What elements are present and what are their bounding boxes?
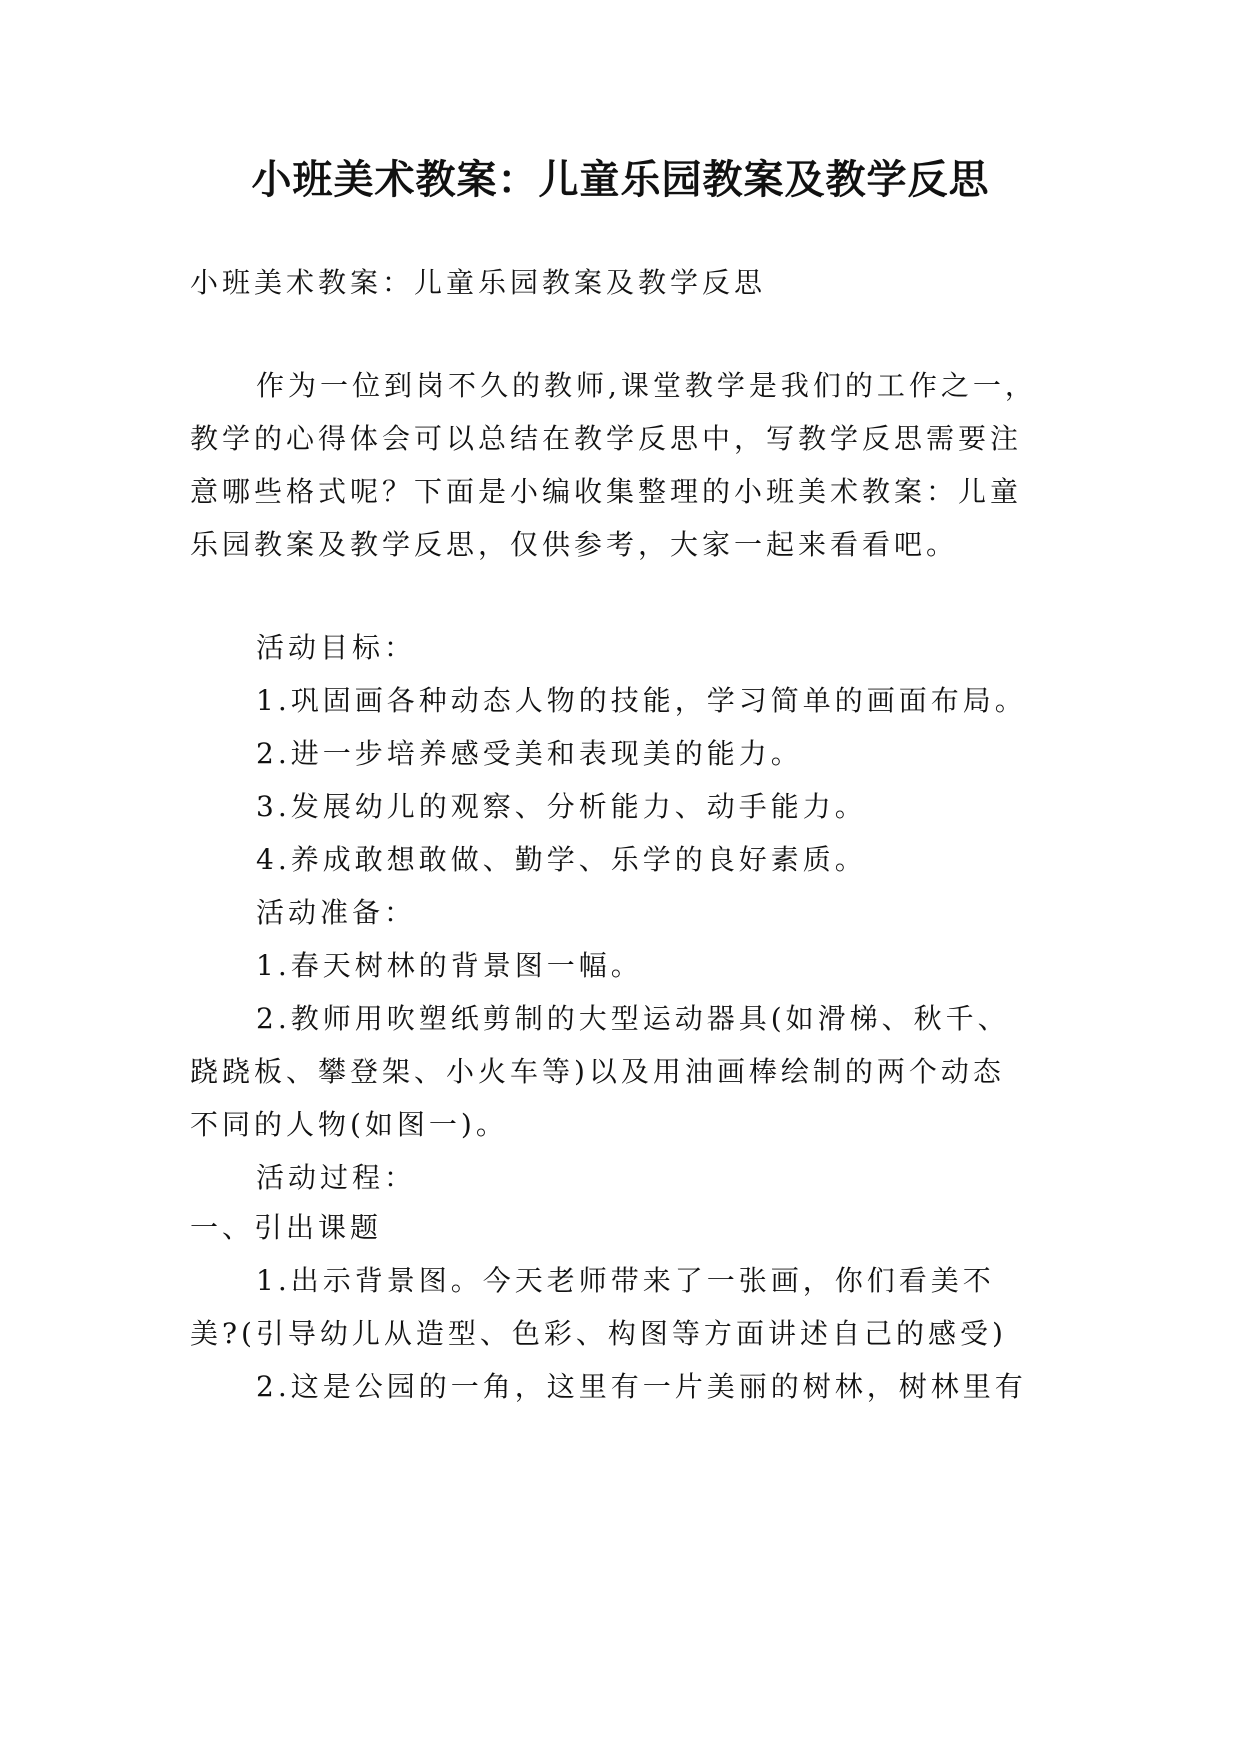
process-line: 美?(引导幼儿从造型、色彩、构图等方面讲述自己的感受) — [190, 1317, 1007, 1350]
intro-line: 意哪些格式呢？下面是小编收集整理的小班美术教案：儿童 — [190, 475, 1023, 508]
document-title: 小班美术教案：儿童乐园教案及教学反思 — [251, 157, 990, 203]
goal-item: 1.巩固画各种动态人物的技能，学习简单的画面布局。 — [256, 684, 1027, 717]
section-heading: 一、引出课题 — [190, 1211, 383, 1244]
intro-line: 乐园教案及教学反思，仅供参考，大家一起来看看吧。 — [190, 528, 959, 561]
process-heading: 活动过程： — [256, 1161, 417, 1194]
intro-line: 作为一位到岗不久的教师,课堂教学是我们的工作之一， — [256, 369, 1037, 402]
goal-item: 3.发展幼儿的观察、分析能力、动手能力。 — [256, 790, 867, 823]
prep-line: 跷跷板、攀登架、小火车等)以及用油画棒绘制的两个动态 — [190, 1055, 1005, 1088]
prep-line: 1.春天树林的背景图一幅。 — [256, 949, 643, 982]
goal-item: 2.进一步培养感受美和表现美的能力。 — [256, 737, 803, 770]
prep-line: 不同的人物(如图一)。 — [190, 1108, 508, 1141]
prep-line: 2.教师用吹塑纸剪制的大型运动器具(如滑梯、秋千、 — [256, 1002, 1010, 1035]
intro-line: 教学的心得体会可以总结在教学反思中，写教学反思需要注 — [190, 422, 1023, 455]
process-line: 1.出示背景图。今天老师带来了一张画，你们看美不 — [256, 1264, 995, 1297]
prep-heading: 活动准备： — [256, 896, 417, 929]
goals-heading: 活动目标： — [256, 631, 417, 664]
document-subtitle: 小班美术教案：儿童乐园教案及教学反思 — [190, 266, 767, 299]
process-line: 2.这是公园的一角，这里有一片美丽的树林，树林里有 — [256, 1370, 1027, 1403]
goal-item: 4.养成敢想敢做、勤学、乐学的良好素质。 — [256, 843, 867, 876]
